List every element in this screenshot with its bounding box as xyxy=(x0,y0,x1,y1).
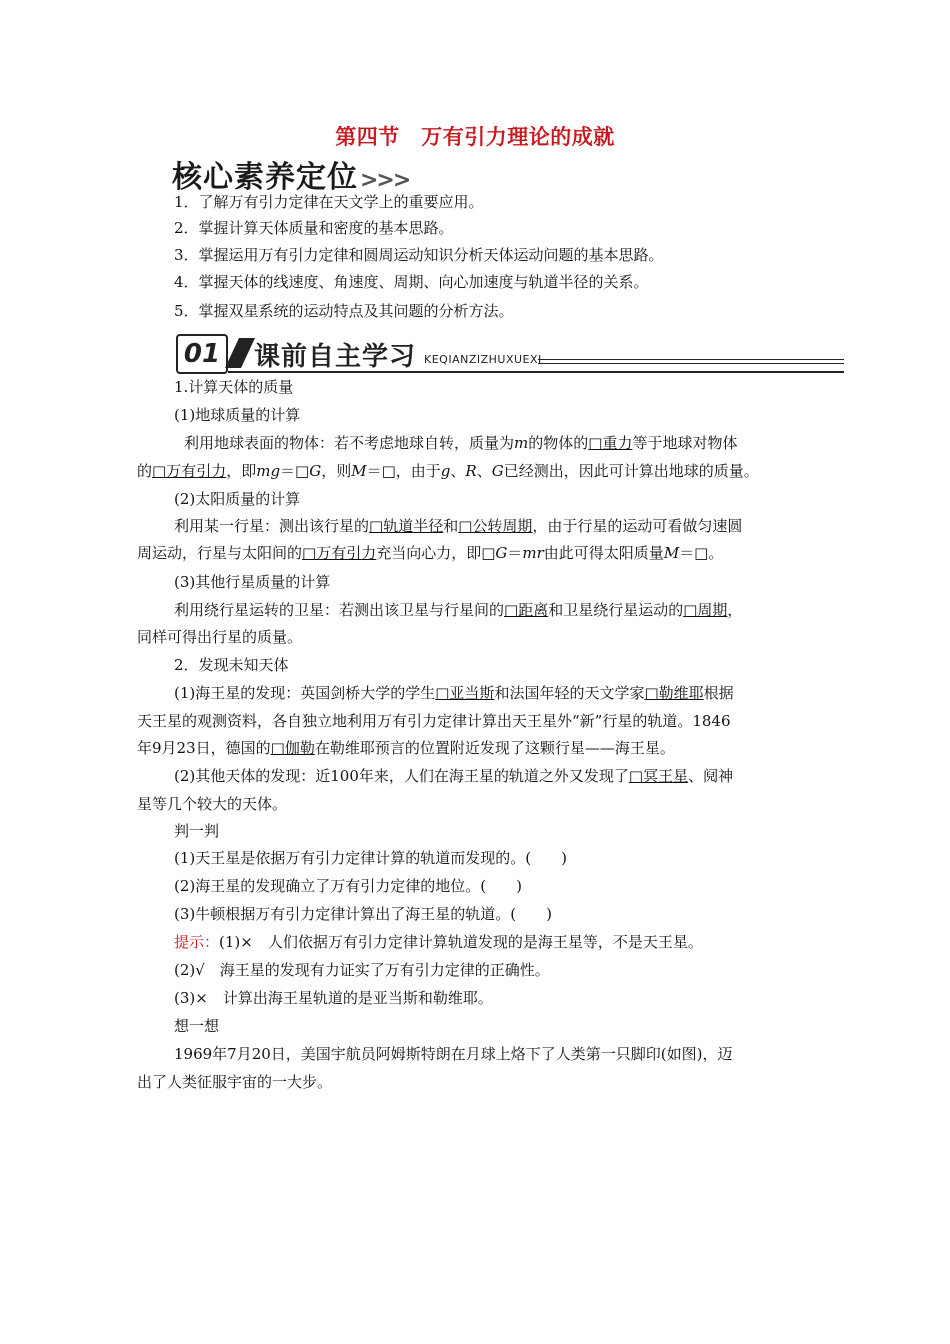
paragraph-line: (2)其他天体的发现：近100年来，人们在海王星的轨道之外又发现了□冥王星、阋神 xyxy=(174,767,734,785)
paragraph-line: 的□万有引力，即mg＝□G，则M＝□，由于g、R、G已经测出，因此可计算出地球的质量。 xyxy=(137,462,759,480)
blank-answer: □重力 xyxy=(588,434,633,452)
judge-item-3: (3)牛顿根据万有引力定律计算出了海王星的轨道。( ) xyxy=(174,905,552,923)
section-pinyin: KEQIANZIZHUXUEXI xyxy=(424,353,542,366)
section-title: 课前自主学习 xyxy=(254,342,417,372)
blank-answer: □公转周期 xyxy=(458,517,533,535)
hint-line-2: (2)√ 海王星的发现有力证实了万有引力定律的正确性。 xyxy=(174,961,550,979)
subheading-other-mass: (3)其他行星质量的计算 xyxy=(174,573,331,591)
chevrons-icon: >>> xyxy=(360,168,410,193)
blank-answer: □距离 xyxy=(504,601,549,619)
blank-answer: □冥王星 xyxy=(628,767,689,785)
subheading-mass: 1.计算天体的质量 xyxy=(174,378,294,396)
paragraph-line: (1)海王星的发现：英国剑桥大学的学生□亚当斯和法国年轻的天文学家□勒维耶根据 xyxy=(174,684,734,702)
paragraph-line: 利用地球表面的物体：若不考虑地球自转，质量为m的物体的□重力等于地球对物体 xyxy=(184,434,738,452)
banner-slash-decoration xyxy=(225,338,255,368)
hint-line-1: 提示：(1)× 人们依据万有引力定律计算轨道发现的是海王星等，不是天王星。 xyxy=(174,933,703,951)
core-item-5: 5．掌握双星系统的运动特点及其问题的分析方法。 xyxy=(174,302,514,320)
paragraph-line: 同样可得出行星的质量。 xyxy=(137,628,303,646)
paragraph-line: 利用绕行星运转的卫星：若测出该卫星与行星间的□距离和卫星绕行星运动的□周期， xyxy=(174,601,743,619)
paragraph-line: 年9月23日，德国的□伽勒在勒维耶预言的位置附近发现了这颗行星——海王星。 xyxy=(137,739,675,757)
blank-answer: □轨道半径 xyxy=(369,517,444,535)
paragraph-line: 利用某一行星：测出该行星的□轨道半径和□公转周期，由于行星的运动可看做匀速圆 xyxy=(174,517,743,535)
core-item-1: 1．了解万有引力定律在天文学上的重要应用。 xyxy=(174,193,484,211)
core-item-2: 2．掌握计算天体质量和密度的基本思路。 xyxy=(174,219,454,237)
subheading-earth-mass: (1)地球质量的计算 xyxy=(174,406,301,424)
paragraph-line: 星等几个较大的天体。 xyxy=(137,795,288,813)
blank-answer: □周期 xyxy=(683,601,728,619)
think-heading: 想一想 xyxy=(174,1017,220,1035)
banner-rule xyxy=(538,363,844,364)
paragraph-line: 1969年7月20日，美国宇航员阿姆斯特朗在月球上烙下了人类第一只脚印(如图)，迈 xyxy=(174,1045,733,1063)
judge-item-1: (1)天王星是依据万有引力定律计算的轨道而发现的。( ) xyxy=(174,849,567,867)
blank-answer: □万有引力 xyxy=(152,462,227,480)
paragraph-line: 天王星的观测资料，各自独立地利用万有引力定律计算出天王星外“新”行星的轨道。1846 xyxy=(137,712,731,730)
judge-heading: 判一判 xyxy=(174,822,220,840)
section-number: 01 xyxy=(176,334,228,374)
paragraph-line: 出了人类征服宇宙的一大步。 xyxy=(137,1073,333,1091)
subheading-discover: 2．发现未知天体 xyxy=(174,656,289,674)
paragraph-line: 周运动，行星与太阳间的□万有引力充当向心力，即□G＝mr由此可得太阳质量M＝□。 xyxy=(137,544,724,562)
blank-answer: □伽勒 xyxy=(270,739,315,757)
judge-item-2: (2)海王星的发现确立了万有引力定律的地位。( ) xyxy=(174,877,522,895)
blank-answer: □亚当斯 xyxy=(435,684,495,702)
blank-answer: □勒维耶 xyxy=(644,684,704,702)
section-banner xyxy=(172,334,844,374)
core-item-3: 3．掌握运用万有引力定律和圆周运动知识分析天体运动问题的基本思路。 xyxy=(174,246,664,264)
banner-underline xyxy=(228,371,844,373)
blank-answer: □万有引力 xyxy=(302,544,377,562)
core-heading-text: 核心素养定位 xyxy=(172,160,358,195)
hint-label: 提示： xyxy=(174,933,220,951)
banner-rule xyxy=(538,359,844,360)
page-title: 第四节 万有引力理论的成就 xyxy=(335,124,615,149)
core-item-4: 4．掌握天体的线速度、角速度、周期、向心加速度与轨道半径的关系。 xyxy=(174,273,649,291)
subheading-sun-mass: (2)太阳质量的计算 xyxy=(174,490,301,508)
hint-line-3: (3)× 计算出海王星轨道的是亚当斯和勒维耶。 xyxy=(174,989,493,1007)
